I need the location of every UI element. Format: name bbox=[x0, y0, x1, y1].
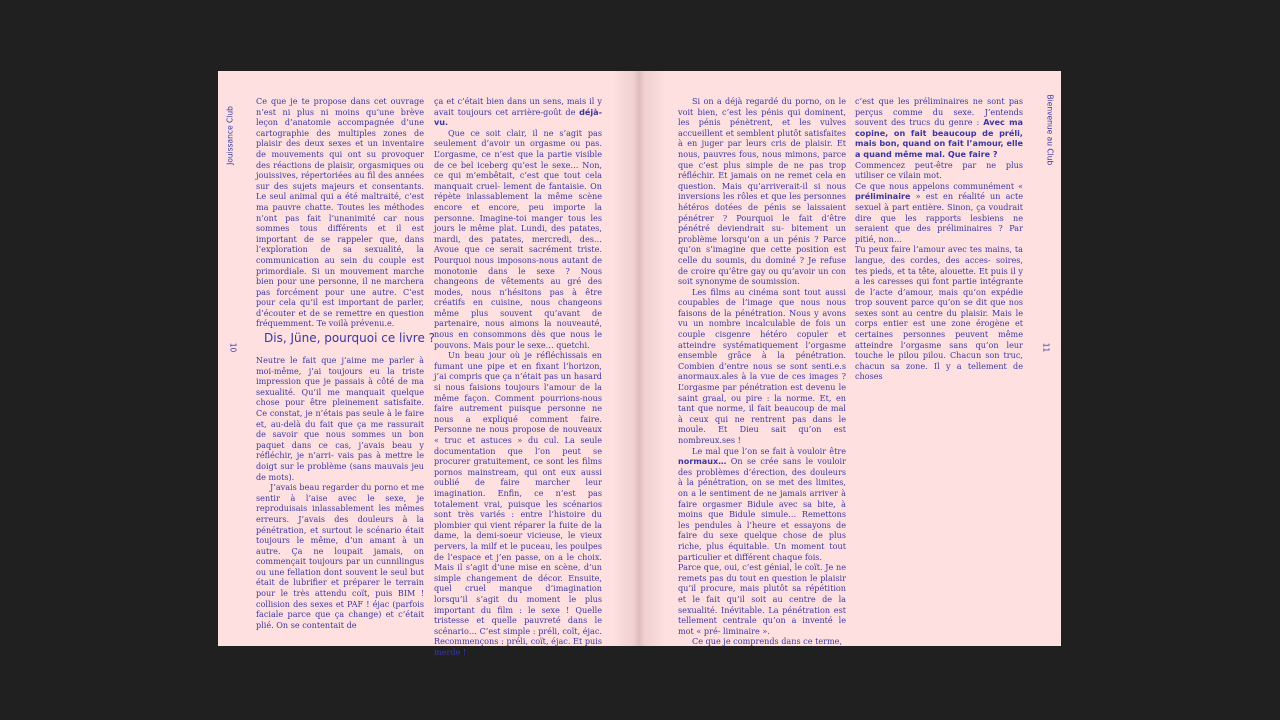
paragraph: Que ce soit clair, il ne s’agit pas seulement d’avoir un orgasme ou pas. L’orgasme, ce n’est que la partie visible de ce bel iceberg qu’est le sexe… Non, ce qui m’embêtait, c’est que tout cela manquait cruel- lement de fantaisie. On répète inlassablement la même scène encore et encore, peu importe la personne. Imagine-toi manger tous les jours le même plat. Lundi, des patates, mardi, des patates, mercredi, des… Avoue que ce serait sacrément triste. Pourquoi nous imposons-nous autant de monotonie dans le sexe ? Nous changeons de vêtements au gré des modes, nous n’hésitons pas à être créatifs en cuisine, nous changeons même plus souvent qu’avant de partenaire, nous aimons la nouveauté, nous en consommons dès que nous le pouvons. Mais pour le sexe… quetchi. bbox=[434, 127, 602, 350]
paragraph: J’avais beau regarder du porno et me sentir à l’aise avec le sexe, je reproduisais inlassablement les mêmes erreurs. J’avais des douleurs à la pénétration, et surtout le scénario était toujours le même, d’un amant à un autre. Ça ne loupait jamais, on commençait toujours par un cunnilingus ou une fellation dont souvent le seul but était de lubrifier et préparer le terrain pour le très attendu coït, puis BIM ! collision des sexes et PAF ! éjac (parfois faciale parce que ça change) et c’était plié. On se contentait de bbox=[256, 482, 424, 630]
chapter-heading: Dis, Jüne, pourquoi ce livre ? bbox=[264, 331, 436, 345]
paragraph: Commencez peut-être par ne plus utiliser ce vilain mot. bbox=[855, 159, 1023, 181]
emphasis: déjà-vu. bbox=[434, 106, 602, 128]
paragraph: Parce que, oui, c’est génial, le coït. Je ne remets pas du tout en question le plaisir qu’il procure, mais plutôt sa répétition et le fait qu’il soit au centre de la sexualité. Inévitable. La pénétration est tellement centrale qu’on a inventé le mot « pré- liminaire ». bbox=[678, 562, 846, 636]
paragraph: Neutre le fait que j’aime me parler à moi-même, j’ai toujours eu la triste impression que je passais à côté de ma sexualité. Qu’il me manquait quelque chose pour être pleinement satisfaite. Ce constat, je n’étais pas seule à le faire et, au-delà du fait que ça me rassurait de savoir que nous sommes un bon paquet dans ce cas, j’avais beau y réfléchir, je n’arri- vais pas à mettre le doigt sur le problème (sans mauvais jeu de mots). bbox=[256, 355, 424, 482]
emphasis: préliminaire bbox=[855, 191, 911, 202]
right-folio: 11 bbox=[1041, 342, 1051, 353]
book-gutter bbox=[613, 71, 665, 646]
right-column-1 bbox=[678, 96, 846, 647]
paragraph: ça et c’était bien dans un sens, mais il y avait toujours cet arrière-goût de déjà-vu. bbox=[434, 96, 602, 128]
left-running-head: Jouissance Club bbox=[225, 106, 235, 165]
left-column-1-top bbox=[256, 96, 424, 329]
left-column-2 bbox=[434, 96, 602, 657]
left-column-1-bottom bbox=[256, 355, 424, 630]
right-page bbox=[639, 71, 1061, 646]
paragraph: Ce que nous appelons communément « préliminaire » est en réalité un acte sexuel à part entière. Sinon, ça voudrait dire que les rapports lesbiens ne seraient que des préliminaires ? Par pitié, non… bbox=[855, 180, 1023, 244]
paragraph: Les films au cinéma sont tout aussi coupables de l’image que nous nous faisons de la pénétration. Nous y avons vu un nombre incalculable de fois un couple cisgenre hétéro copuler et atteindre systématiquement l’orgasme ensemble grâce à la pénétration. Combien d’entre nous se sont senti.e.s anormaux.ales à la vue de ces images ? L’orgasme par pénétration est devenu le saint graal, ou pire : la norme. Et, en tant que norme, il fait beaucoup de mal à ceux qui ne rentrent pas dans le moule. Et Dieu sait qu’on est nombreux.ses ! bbox=[678, 286, 846, 445]
right-running-head: Bienvenue au Club bbox=[1045, 94, 1055, 166]
paragraph: Le mal que l’on se fait à vouloir être normaux… On se crée sans le vouloir des problèmes d’érection, des douleurs à la pénétration, on se met des limites, on a le sentiment de ne jamais arriver à faire orgasmer Bidule avec sa bite, à moins que Bidule simule… Remettons les pendules à l’heure et essayons de faire du sexe quelque chose de plus riche, plus équitable. Un moment tout particulier et différent chaque fois. bbox=[678, 445, 846, 562]
emphasis: normaux… bbox=[678, 456, 727, 467]
left-page bbox=[218, 71, 639, 657]
chapter-heading-block bbox=[264, 331, 434, 347]
left-folio: 10 bbox=[228, 342, 238, 353]
right-column-2 bbox=[855, 96, 1023, 382]
paragraph: Si on a déjà regardé du porno, on le voit bien, c’est les pénis qui dominent, les pénis pénètrent, et les vulves accueillent et semblent plutôt satisfaites à en juger par leurs cris de plaisir. Et nous, pauvres fous, nous mimons, parce que c’est plus simple de ne pas trop réfléchir. Et jamais on ne remet cela en question. Mais qu’arriverait-il si nous inversions les rôles et que les personnes hétéros dotées de pénis se laissaient pénétrer ? Pourquoi le fait d’être pénétré deviendrait su- bitement un problème lorsqu’on a un pénis ? Parce qu’on s’imagine que cette position est celle du soumis, du dominé ? Je refuse de croire qu’être gay ou qu’avoir un con soit synonyme de soumission. bbox=[678, 96, 846, 287]
paragraph: Ce que je te propose dans cet ouvrage n’est ni plus ni moins qu’une brève leçon d’anatomie accompagnée d’une cartographie des multiples zones de plaisir des deux sexes et un inventaire de mouvements qui ont su provoquer des réactions de plaisir, orgasmiques ou jouissives, répertoriées au fil des années sur des sujets majeurs et consentants. Le seul animal qui a été maltraité, c’est ma pauvre chatte. Toutes les méthodes n’ont pas fait l’unanimité car nous sommes tous différents et il est important de se rappeler que, dans l’exploration de sa sexualité, la communication au sein du couple est primordiale. Si un mouvement marche bien pour une personne, il ne marchera pas forcément pour une autre. C’est pour cela qu’il est important de parler, d’écouter et de se remettre en question fréquemment. Te voilà prévenu.e. bbox=[256, 96, 424, 329]
paragraph: Ce que je comprends dans ce terme, bbox=[692, 636, 843, 647]
emphasis: Avec ma copine, on fait beaucoup de préli, mais bon, quand on fait l’amour, elle a quand même mal. Que faire ? bbox=[855, 117, 1023, 159]
paragraph: Un beau jour où je réfléchissais en fumant une pipe et en fixant l’horizon, j’ai compris que ça n’était pas un hasard si nous faisions toujours l’amour de la même façon. Comment pourrions-nous faire autrement puisque personne ne nous a expliqué comment faire. Personne ne nous propose de nouveaux « truc et astuces » du cul. La seule documentation que l’on peut se procurer gratuitement, ce sont les films pornos mainstream, qui ont eux aussi oublié de faire marcher leur imagination. Enfin, ce n’est pas totalement vrai, puisque les scénarios sont très variés : entre l’histoire du plombier qui vient réparer la fuite de la dame, la demi-soeur vicieuse, le vieux pervers, la milf et le puceau, les poulpes de l’espace et j’en passe, on a le choix. Mais il s’agit d’une mise en scène, d’un simple changement de décor. Ensuite, quel cruel manque d’imagination lorsqu’il s’agit du moment le plus important du film : le sexe ! Quelle tristesse et quelle pauvreté dans le scénario… C’est simple : préli, coït, éjac. Recommençons : préli, coït, éjac. Et puis merde ! bbox=[434, 350, 602, 657]
paragraph: Tu peux faire l’amour avec tes mains, ta langue, des cordes, des acces- soires, tes pieds, et ta tête, alouette. Et puis il y a les caresses qui font partie intégrante de l’acte d’amour, mais qu’on expédie trop souvent parce qu’on se dit que nos sexes sont au centre du plaisir. Mais le corps entier est une zone érogène et certaines personnes peuvent même atteindre l’orgasme sans qu’on leur touche le pilou pilou. Chacun son truc, chacun sa zone. Il y a tellement de choses bbox=[855, 244, 1023, 382]
book-spread bbox=[218, 71, 1061, 657]
paragraph: c’est que les préliminaires ne sont pas perçus comme du sexe. J’entends souvent des trucs du genre : Avec ma copine, on fait beaucoup de préli, mais bon, quand on fait l’amour, elle a quand même mal. Que faire ? bbox=[855, 96, 1023, 159]
